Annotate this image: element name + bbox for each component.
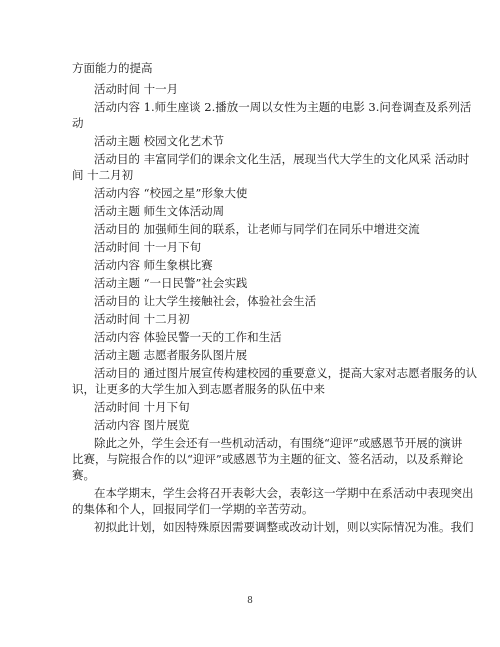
- text-line: 赛。: [72, 468, 95, 482]
- text-line: 初拟此计划，如因特殊原因需要调整或改动计划，则以实际情况为准。我们: [94, 520, 474, 534]
- text-line: 活动时间 十一月: [94, 82, 179, 96]
- text-line: 活动主题 师生文体活动周: [94, 204, 225, 218]
- text-line: 活动内容 图片展览: [94, 418, 190, 432]
- text-line: 活动主题 志愿者服务队图片展: [94, 348, 248, 362]
- text-line: 动: [72, 116, 84, 130]
- text-line: 活动目的 通过图片展宣传构建校园的重要意义，提高大家对志愿者服务的认: [94, 366, 478, 380]
- text-line: 活动时间 十月下旬: [94, 400, 190, 414]
- text-line: 活动内容 1.师生座谈 2.播放一周以女性为主题的电影 3.问卷调查及系列活: [94, 100, 472, 114]
- text-line: 在本学期末，学生会将召开表彰大会，表彰这一学期中在系活动中表现突出: [94, 486, 474, 500]
- text-line: 的集体和个人，回报同学们一学期的辛苦劳动。: [72, 502, 314, 516]
- body-text: [72, 61, 478, 535]
- text-line: 除此之外，学生会还有一些机动活动，有围绕“迎评”或感恩节开展的演讲: [94, 436, 463, 450]
- text-line: 活动目的 加强师生间的联系，让老师与同学们在同乐中增进交流: [94, 222, 420, 236]
- text-line: 比赛，与院报合作的以“迎评”或感恩节为主题的征文、签名活动，以及系辩论: [72, 452, 464, 466]
- text-line: 活动主题 校园文化艺术节: [94, 134, 225, 148]
- text-line: 活动时间 十二月初: [94, 312, 190, 326]
- text-line: 方面能力的提高: [72, 61, 153, 75]
- text-line: 间 十二月初: [72, 168, 134, 182]
- text-line: 活动时间 十一月下旬: [94, 240, 202, 254]
- text-line: 活动目的 让大学生接触社会，体验社会生活: [94, 294, 317, 308]
- page-number: 8: [247, 596, 253, 606]
- text-line: 活动主题 “一日民警”社会实践: [94, 276, 248, 290]
- text-line: 识，让更多的大学生加入到志愿者服务的队伍中来: [72, 382, 325, 396]
- text-line: 活动内容 体验民警一天的工作和生活: [94, 330, 282, 344]
- text-line: 活动内容 “校园之星”形象大使: [94, 186, 248, 200]
- text-line: 活动目的 丰富同学们的课余文化生活，展现当代大学生的文化风采 活动时: [94, 152, 470, 166]
- text-line: 活动内容 师生象棋比赛: [94, 258, 213, 272]
